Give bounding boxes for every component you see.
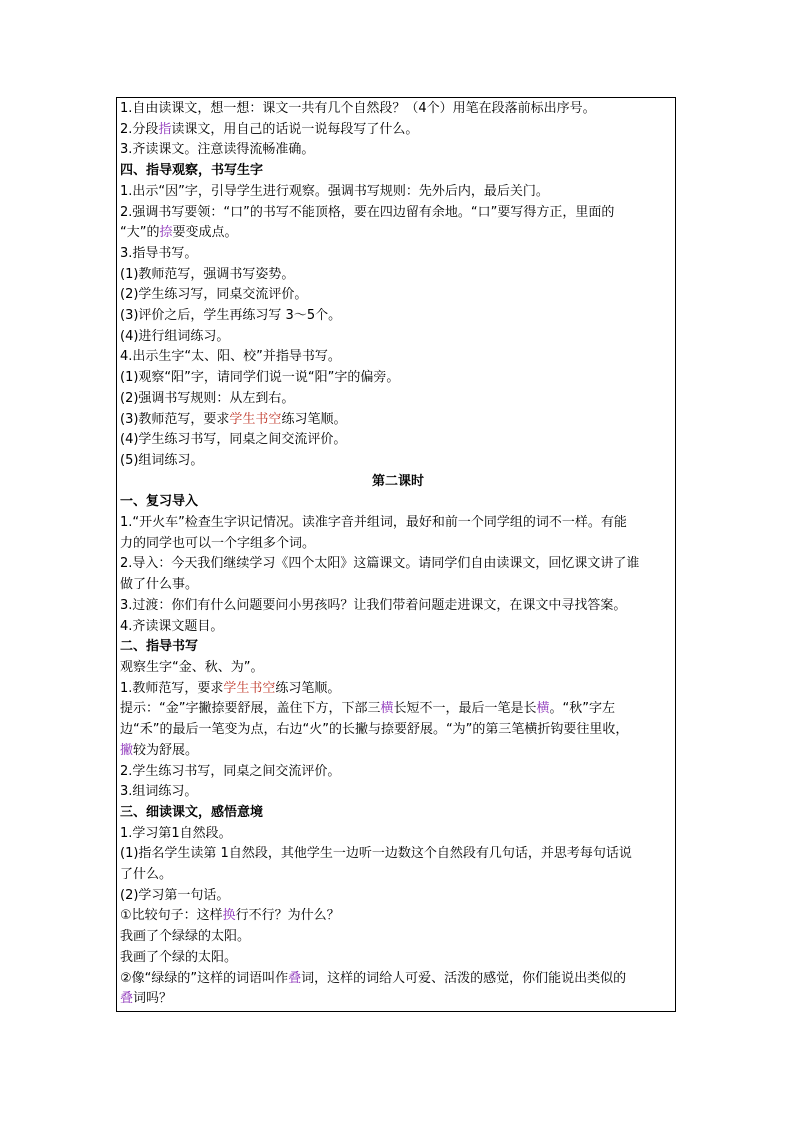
text-line: [120, 782, 676, 803]
highlighted-text: 学生书空: [229, 411, 282, 427]
text-span: 二、指导书写: [120, 639, 199, 655]
text-line: [120, 534, 676, 555]
text-span: 1.自由读课文，想一想：课文一共有几个自然段？（4个）用笔在段落前标出序号。: [120, 101, 596, 116]
text-line: [120, 306, 676, 327]
text-span: (4)进行组词练习。: [120, 328, 230, 344]
text-line: [120, 451, 676, 472]
text-span: 2.导入：今天我们继续学习《四个太阳》这篇课文。请同学们自由读课文，回忆课文讲了谁: [120, 556, 640, 572]
section-heading: [120, 803, 676, 824]
text-line: [120, 886, 676, 907]
text-line: [120, 410, 676, 431]
text-span: 1.教师范写，要求: [120, 680, 224, 696]
highlighted-text: 横: [380, 701, 394, 717]
highlighted-text: 叠: [288, 970, 302, 986]
text-line: [120, 720, 676, 741]
text-span: 我画了个绿绿的太阳。: [120, 929, 251, 945]
text-span: 了什么。: [120, 867, 173, 883]
text-span: 做了什么事。: [120, 577, 199, 593]
text-span: 4.齐读课文题目。: [120, 618, 224, 634]
text-span: 3.指导书写。: [120, 245, 198, 261]
text-line: [120, 906, 676, 927]
text-span: (1)指名学生读第 1自然段，其他学生一边听一边数这个自然段有几句话，并思考每句话说: [120, 846, 632, 862]
lesson-subtitle: [120, 472, 676, 493]
section-heading: [120, 637, 676, 658]
text-line: [120, 596, 676, 617]
text-span: (1)观察“阳”字，请同学们说一说“阳”字的偏旁。: [120, 370, 400, 386]
text-line: [120, 99, 676, 120]
text-span: 边“禾”的最后一笔变为点，右边“火”的长撇与捺要舒展。“为”的第三笔横折钩要往里收，: [120, 722, 629, 738]
text-line: [120, 203, 676, 224]
text-line: [120, 617, 676, 638]
text-line: [120, 865, 676, 886]
text-span: 四、指导观察，书写生字: [120, 163, 264, 179]
text-line: [120, 430, 676, 451]
text-span: 练习笔顺。: [275, 680, 341, 696]
text-line: [120, 327, 676, 348]
text-span: 第二课时: [371, 473, 424, 489]
text-span: 。“秋”字左: [549, 701, 616, 717]
text-span: (4)学生练习书写，同桌之间交流评价。: [120, 432, 347, 448]
text-line: [120, 554, 676, 575]
text-line: [120, 969, 676, 990]
highlighted-text: 捺: [159, 225, 173, 241]
text-span: 行不行？为什么？: [235, 908, 340, 924]
section-heading: [120, 161, 676, 182]
text-span: 一、复习导入: [120, 494, 199, 510]
text-span: 练习笔顺。: [281, 411, 347, 427]
text-line: [120, 182, 676, 203]
section-heading: [120, 492, 676, 513]
text-line: [120, 844, 676, 865]
text-span: (1)教师范写，强调书写姿势。: [120, 266, 295, 282]
text-span: (2)强调书写规则：从左到右。: [120, 390, 295, 406]
text-span: 1.出示“因”字，引导学生进行观察。强调书写规则：先外后内，最后关门。: [120, 183, 549, 199]
highlighted-text: 叠: [120, 991, 134, 1007]
text-span: “大”的: [120, 225, 160, 241]
text-line: [120, 513, 676, 534]
text-line: [120, 762, 676, 783]
text-span: 1.“开火车”检查生字识记情况。读准字音并组词，最好和前一个同学组的词不一样。有能: [120, 515, 627, 531]
text-line: [120, 699, 676, 720]
text-line: [120, 575, 676, 596]
text-span: 较为舒展。: [133, 742, 199, 758]
text-span: 词，这样的词给人可爱、活泼的感觉，你们能说出类似的: [301, 970, 627, 986]
lesson-content: [120, 99, 676, 1010]
text-span: 2.强调书写要领：“口”的书写不能顶格，要在四边留有余地。“口”要写得方正，里面的: [120, 204, 615, 220]
text-span: 长短不一，最后一笔是长: [393, 701, 537, 717]
highlighted-text: 撇: [120, 742, 134, 758]
highlighted-text: 指: [158, 121, 172, 137]
highlighted-text: 横: [536, 701, 550, 717]
text-span: 要变成点。: [172, 225, 238, 241]
text-span: 力的同学也可以一个字组多个词。: [120, 535, 316, 551]
text-span: 3.齐读课文。注意读得流畅准确。: [120, 142, 315, 158]
text-span: (3)教师范写，要求: [120, 411, 230, 427]
text-span: 提示：“金”字撇捺要舒展，盖住下方，下部三: [120, 701, 381, 717]
text-span: 2.分段: [120, 121, 159, 137]
text-span: 3.过渡：你们有什么问题要问小男孩吗？让我们带着问题走进课文，在课文中寻找答案。: [120, 597, 627, 613]
text-line: [120, 824, 676, 845]
text-span: ②像“绿绿的”这样的词语叫作: [120, 970, 289, 986]
text-span: 读课文，用自己的话说一说每段写了什么。: [171, 121, 419, 137]
text-span: 1.学习第1自然段。: [120, 825, 232, 841]
text-line: [120, 989, 676, 1010]
text-span: 词吗？: [133, 991, 173, 1007]
text-line: [120, 741, 676, 762]
text-span: 三、细读课文，感悟意境: [120, 804, 264, 820]
text-line: [120, 948, 676, 969]
text-span: 我画了个绿的太阳。: [120, 949, 238, 965]
text-span: 4.出示生字“太、阳、校”并指导书写。: [120, 349, 341, 365]
text-line: [120, 368, 676, 389]
text-span: 观察生字“金、秋、为”。: [120, 659, 264, 675]
text-span: 3.组词练习。: [120, 784, 198, 800]
text-span: ①比较句子：这样: [120, 908, 223, 924]
text-line: [120, 120, 676, 141]
text-span: 2.学生练习书写，同桌之间交流评价。: [120, 763, 341, 779]
highlighted-text: 换: [222, 908, 236, 924]
text-line: [120, 223, 676, 244]
text-line: [120, 285, 676, 306]
highlighted-text: 学生书空: [223, 680, 276, 696]
text-span: (2)学习第一句话。: [120, 887, 230, 903]
text-line: [120, 140, 676, 161]
text-line: [120, 244, 676, 265]
text-line: [120, 679, 676, 700]
text-span: (3)评价之后，学生再练习写 3～5个。: [120, 308, 342, 324]
text-line: [120, 658, 676, 679]
text-line: [120, 347, 676, 368]
text-line: [120, 265, 676, 286]
text-span: (2)学生练习写，同桌交流评价。: [120, 287, 308, 303]
text-line: [120, 389, 676, 410]
text-line: [120, 927, 676, 948]
text-span: (5)组词练习。: [120, 452, 204, 468]
